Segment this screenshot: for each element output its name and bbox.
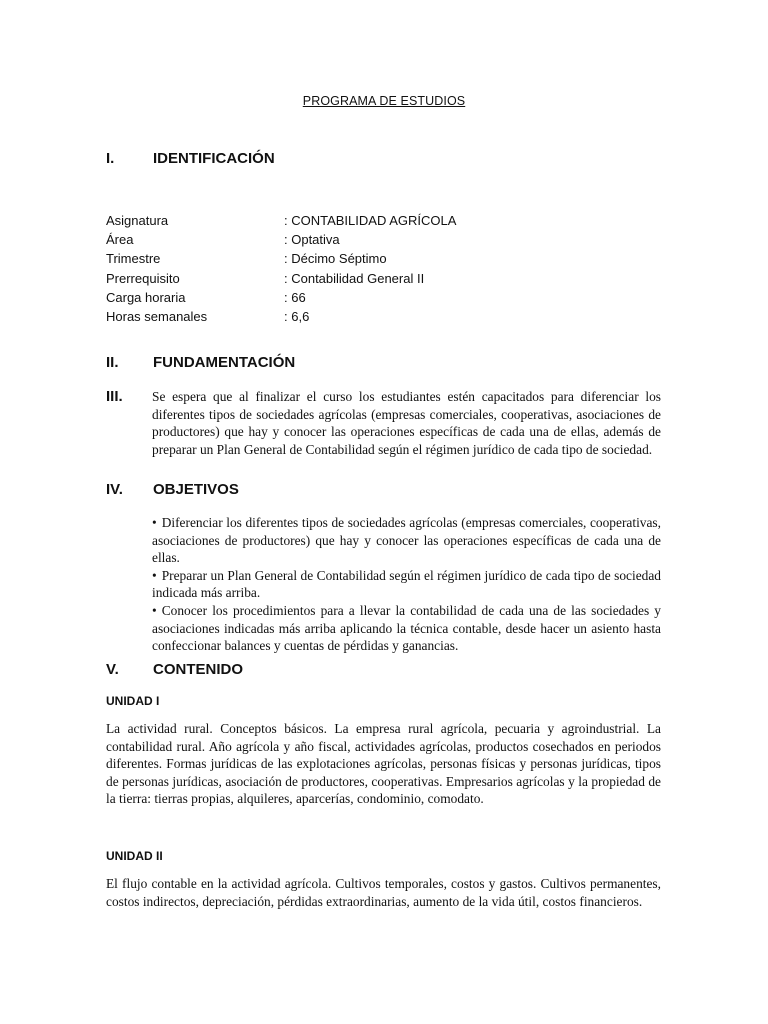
ident-label: Asignatura (106, 213, 169, 228)
objective-text: Conocer los procedimientos para a llevar la contabilidad de cada una de las sociedades y asociaciones indicadas más arriba aplicando la técnica contable, desde hacer un asiento hasta confeccionar balances y cuentas de pérdidas y ganancias. (152, 602, 661, 654)
ident-row-horas-semanales (106, 307, 456, 326)
ident-label: Horas semanales (106, 309, 208, 325)
unit-ii-paragraph: El flujo contable en la actividad agrícola. Cultivos temporales, costos y gastos. Cultivos permanentes, costos indirectos, depreciación, pérdidas extraordinarias, aumento de la vida útil, costos financieros. (106, 876, 661, 909)
section-iii-heading (106, 388, 153, 405)
ident-value: : Contabilidad General II (284, 270, 425, 286)
section-title: FUNDAMENTACIÓN (153, 354, 296, 371)
document-title: PROGRAMA DE ESTUDIOS (302, 94, 466, 108)
ident-row-asignatura (106, 211, 456, 230)
section-title: OBJETIVOS (153, 481, 239, 498)
section-iii-paragraph: Se espera que al finalizar el curso los estudiantes estén capacitados para diferenciar los diferentes tipos de sociedades agrícolas (empresas comerciales, cooperativas, asociaciones de productores) que hay y conocer las operaciones específicas de cada una de ellas, además de preparar un Plan General de Contabilidad según el régimen jurídico de cada tipo de sociedad. (152, 389, 661, 457)
identification-table (106, 211, 456, 326)
list-item (152, 567, 661, 602)
section-number: III. (106, 388, 123, 405)
ident-label: Trimestre (106, 251, 161, 267)
section-contenido-heading (106, 661, 243, 678)
ident-label: Prerrequisito (106, 270, 180, 286)
section-number: II. (106, 354, 119, 371)
bullet-icon: • (152, 602, 157, 618)
bullet-icon: • (152, 567, 157, 583)
list-item (152, 514, 661, 567)
unit-ii-heading: UNIDAD II (106, 849, 163, 863)
ident-row-area (106, 230, 456, 249)
ident-value: : CONTABILIDAD AGRÍCOLA (284, 213, 457, 228)
objective-text: Diferenciar los diferentes tipos de sociedades agrícolas (empresas comerciales, cooperativas, asociaciones de productores) que hay y conocer las operaciones específicas de cada una de ellas. (152, 515, 661, 566)
section-number: V. (106, 661, 119, 678)
ident-value: : 6,6 (284, 309, 310, 325)
unit-i-heading: UNIDAD I (106, 694, 160, 708)
ident-row-carga-horaria (106, 288, 456, 307)
ident-value: : 66 (284, 289, 306, 305)
section-objetivos-heading (106, 481, 239, 498)
section-fundamentacion-heading (106, 354, 295, 371)
ident-label: Carga horaria (106, 289, 186, 305)
objectives-list (152, 514, 661, 655)
unit-i-paragraph: La actividad rural. Conceptos básicos. La empresa rural agrícola, pecuaria y agroindustrial. La contabilidad rural. Año agrícola y año fiscal, actividades agrícolas, productos cosechados en periodos diferentes. Formas jurídicas de las explotaciones agrícolas, personas físicas y personas jurídicas, tipos de personas jurídicas, asociación de productores, cooperativas. Empresarios agrícolas y la propiedad de la tierra: tierras propias, alquileres, aparcerías, condominio, comodato. (106, 721, 661, 807)
section-number: I. (106, 150, 115, 167)
ident-row-trimestre (106, 249, 456, 268)
ident-value: : Optativa (284, 232, 340, 248)
ident-row-prerrequisito (106, 269, 456, 288)
bullet-icon: • (152, 515, 157, 530)
ident-label: Área (106, 232, 134, 248)
objective-text: Preparar un Plan General de Contabilidad según el régimen jurídico de cada tipo de sociedad indicada más arriba. (152, 567, 661, 601)
list-item (152, 602, 661, 655)
section-title: IDENTIFICACIÓN (153, 150, 275, 167)
section-identificacion-heading (106, 150, 275, 167)
section-title: CONTENIDO (153, 661, 243, 678)
ident-value: : Décimo Séptimo (284, 251, 387, 267)
section-number: IV. (106, 481, 123, 498)
